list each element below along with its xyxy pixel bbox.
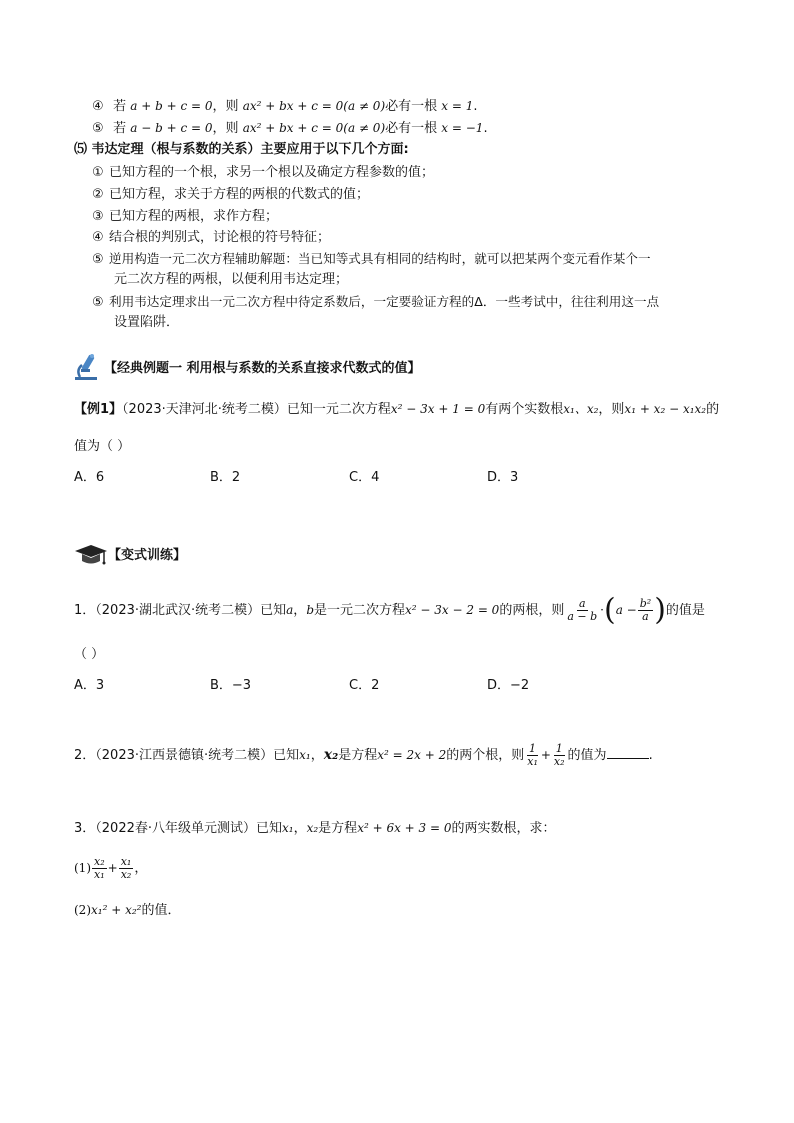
section5-item-cont: 元二次方程的两根，以便利用韦达定理；	[114, 272, 349, 287]
choice-a[interactable]: A．3	[74, 678, 105, 693]
choice-d[interactable]: D．3	[487, 470, 519, 485]
question-1: 1．（2023·湖北武汉·统考二模）已知a，b是一元二次方程x² − 3x − 2 = 0的两根，则 $\frac{a}{a - b}$ ·(a − $\frac{\text{b²}}{a}$ )的值是	[74, 592, 705, 628]
choice-c[interactable]: C．2	[349, 678, 380, 693]
section5-item: ⑤ 逆用构造一元二次方程辅助解题：当已知等式具有相同的结构时，就可以把某两个变元看作某个一	[92, 251, 651, 267]
section5-item: ② 已知方程，求关于方程的两根的代数式的值；	[92, 187, 370, 202]
rule-5: ⑤ 若 a − b + c = 0，则 ax² + bx + c = 0(a ≠ 0)必有一根 x = −1.	[92, 121, 488, 136]
fraction: $\frac{\text{x₁}}{\text{x₂}}$	[120, 855, 132, 881]
section5-item: ① 已知方程的一个根，求另一个根以及确定方程参数的值；	[92, 165, 435, 180]
example1-question-cont: 值为（ ）	[74, 439, 131, 454]
question-3-part-2: (2)x₁² + x₂²的值．	[74, 903, 181, 918]
choice-b[interactable]: B．−3	[210, 678, 252, 693]
graduation-cap-icon	[74, 544, 108, 572]
choice-c[interactable]: C．4	[349, 470, 380, 485]
choice-d[interactable]: D．−2	[487, 678, 530, 693]
section5-heading: ⑸ 韦达定理（根与系数的关系）主要应用于以下几个方面:	[74, 142, 409, 157]
question-1-cont: （ ）	[74, 647, 105, 662]
fraction: $\frac{\text{x₂}}{\text{x₁}}$	[94, 855, 105, 881]
rule-4: ④ 若 a + b + c = 0，则 ax² + bx + c = 0(a ≠ 0)必有一根 x = 1.	[92, 99, 478, 114]
fraction: $\frac{\text{b²}}{a}$	[639, 597, 652, 623]
example-heading: 【经典例题一 利用根与系数的关系直接求代数式的值】	[104, 361, 421, 376]
example1-question: 【例1】（2023·天津河北·统考二模）已知一元二次方程x² − 3x + 1 = 0有两个实数根x₁、x₂，则x₁ + x₂ − x₁x₂的	[74, 402, 720, 417]
microscope-icon	[72, 352, 102, 386]
section5-item: ④ 结合根的判别式，讨论根的符号特征；	[92, 230, 331, 245]
answer-blank[interactable]	[607, 746, 649, 759]
section5-item-cont: 设置陷阱．	[114, 315, 180, 330]
question-3-part-1: (1) $\frac{\text{x₂}}{\text{x₁}}$ + $\frac{\text{x₁}}{\text{x₂}}$ ，	[74, 855, 148, 881]
fraction: $\frac{a}{a - b}$	[567, 597, 598, 623]
question-2: 2．（2023·江西景德镇·统考二模）已知x₁，x₂是方程x² = 2x + 2的两个根，则 $\frac{1}{\text{x₁}}$ + $\frac{1}{\text{x₂}}$ 的值为 .	[74, 742, 653, 768]
fraction: $\frac{1}{\text{x₂}}$	[553, 742, 565, 768]
fraction: $\frac{1}{\text{x₁}}$	[527, 742, 538, 768]
question-3: 3．（2022春·八年级单元测试）已知x₁，x₂是方程x² + 6x + 3 = 0的两实数根，求：	[74, 821, 556, 836]
choice-b[interactable]: B．2	[210, 470, 241, 485]
choice-a[interactable]: A．6	[74, 470, 105, 485]
section5-item: ③ 已知方程的两根，求作方程；	[92, 209, 279, 224]
section5-item: ⑤ 利用韦达定理求出一元二次方程中待定系数后，一定要验证方程的Δ．一些考试中，往往利用这一点	[92, 294, 660, 310]
variation-heading: 【变式训练】	[108, 548, 187, 563]
